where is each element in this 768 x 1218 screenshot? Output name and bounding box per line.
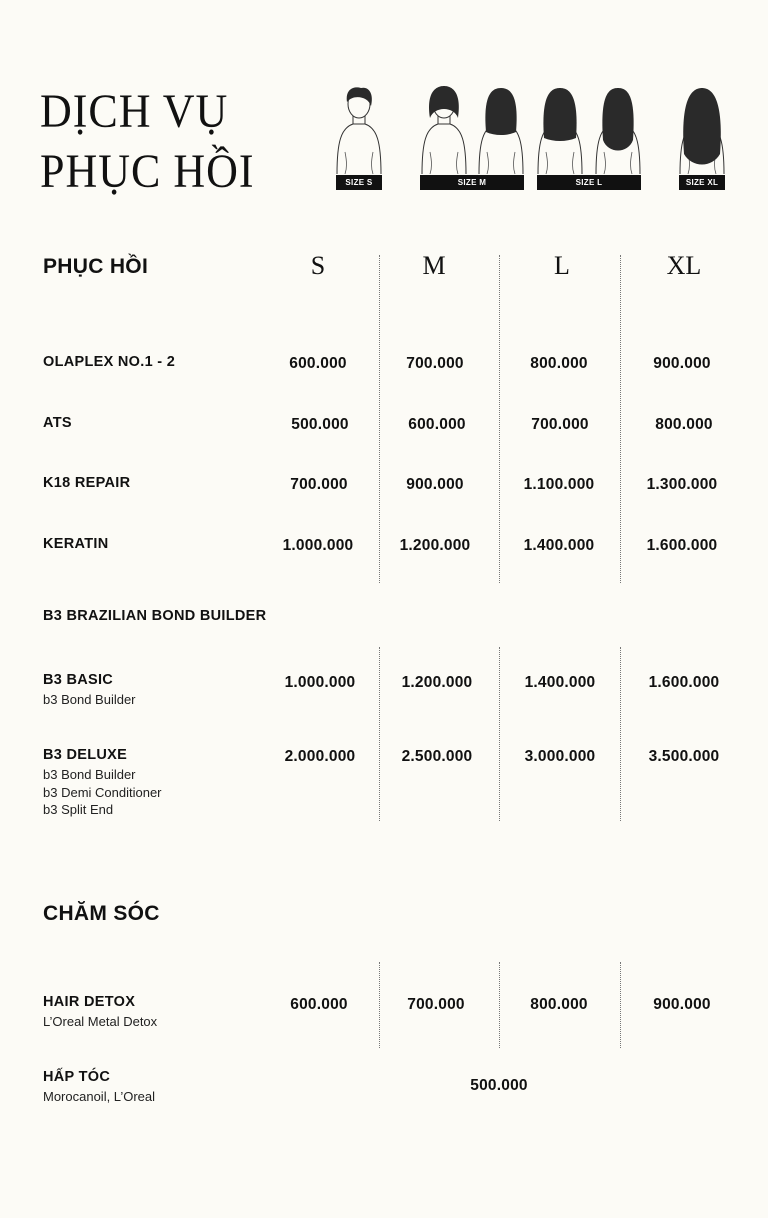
price-l: 1.400.000 (524, 674, 596, 691)
size-xl-tag: SIZE XL (679, 175, 725, 190)
column-header-m: M (422, 251, 446, 280)
price-xl: 1.600.000 (646, 537, 718, 554)
price-s: 700.000 (290, 476, 348, 493)
page-title-line-1: DỊCH VỤ (40, 84, 229, 138)
price-s: 1.000.000 (284, 674, 356, 691)
column-header-l: L (554, 251, 570, 280)
price-m: 900.000 (406, 476, 464, 493)
section-heading-b3: B3 BRAZILIAN BOND BUILDER (43, 608, 267, 624)
size-s-figure-icon (337, 87, 381, 174)
price-l: 3.000.000 (524, 748, 596, 765)
price-m: 1.200.000 (401, 674, 473, 691)
service-name-olaplex: OLAPLEX NO.1 - 2 (43, 354, 176, 370)
price-m: 2.500.000 (401, 748, 473, 765)
service-detail: Morocanoil, L’Oreal (43, 1089, 155, 1104)
size-m-figure-icon (422, 86, 466, 174)
service-detail: L’Oreal Metal Detox (43, 1014, 158, 1029)
size-m-long-figure-icon (479, 88, 523, 174)
size-m-tag: SIZE M (420, 175, 524, 190)
size-l-tag: SIZE L (537, 175, 641, 190)
service-name-b3-deluxe: B3 DELUXE (43, 747, 128, 763)
price-xl: 3.500.000 (648, 748, 720, 765)
section-heading-restore: PHỤC HỒI (43, 255, 149, 278)
price-l: 800.000 (530, 996, 588, 1013)
price-xl: 1.300.000 (646, 476, 718, 493)
price-s: 1.000.000 (282, 537, 354, 554)
service-detail: b3 Demi Conditioner (43, 784, 162, 800)
price-s: 600.000 (289, 355, 347, 372)
service-detail: b3 Split End (43, 802, 114, 817)
column-divider (379, 255, 380, 583)
page-title-line-2: PHỤC HỒI (40, 144, 255, 198)
price-xl: 900.000 (653, 355, 711, 372)
service-name-keratin: KERATIN (43, 536, 109, 552)
price-l: 800.000 (530, 355, 588, 372)
price-all-sizes: 500.000 (470, 1077, 528, 1094)
price-l: 1.400.000 (523, 537, 595, 554)
price-s: 2.000.000 (284, 748, 356, 765)
size-xl-figure-icon (680, 88, 724, 174)
column-divider (620, 647, 621, 821)
price-m: 700.000 (406, 355, 464, 372)
price-m: 600.000 (408, 416, 466, 433)
column-header-s: S (310, 251, 326, 280)
price-l: 700.000 (531, 416, 589, 433)
column-divider (620, 255, 621, 583)
column-divider (379, 962, 380, 1048)
column-divider (499, 962, 500, 1048)
service-name-hap-toc: HẤP TÓC (43, 1069, 111, 1085)
price-m: 1.200.000 (399, 537, 471, 554)
service-name-b3-basic: B3 BASIC (43, 672, 114, 688)
section-heading-care: CHĂM SÓC (43, 902, 160, 925)
service-detail: b3 Bond Builder (43, 692, 136, 707)
price-s: 500.000 (291, 416, 349, 433)
service-detail: b3 Bond Builder (43, 767, 136, 782)
size-s-tag: SIZE S (336, 175, 382, 190)
column-divider (620, 962, 621, 1048)
column-header-xl: XL (666, 251, 702, 280)
column-divider (499, 255, 500, 583)
size-l-long-figure-icon (596, 88, 640, 174)
service-name-k18: K18 REPAIR (43, 475, 131, 491)
price-xl: 800.000 (655, 416, 713, 433)
column-divider (499, 647, 500, 821)
price-xl: 1.600.000 (648, 674, 720, 691)
price-xl: 900.000 (653, 996, 711, 1013)
service-name-hair-detox: HAIR DETOX (43, 994, 136, 1010)
size-l-figure-icon (538, 88, 582, 174)
service-name-ats: ATS (43, 415, 72, 431)
column-divider (379, 647, 380, 821)
price-l: 1.100.000 (523, 476, 595, 493)
price-m: 700.000 (407, 996, 465, 1013)
price-s: 600.000 (290, 996, 348, 1013)
